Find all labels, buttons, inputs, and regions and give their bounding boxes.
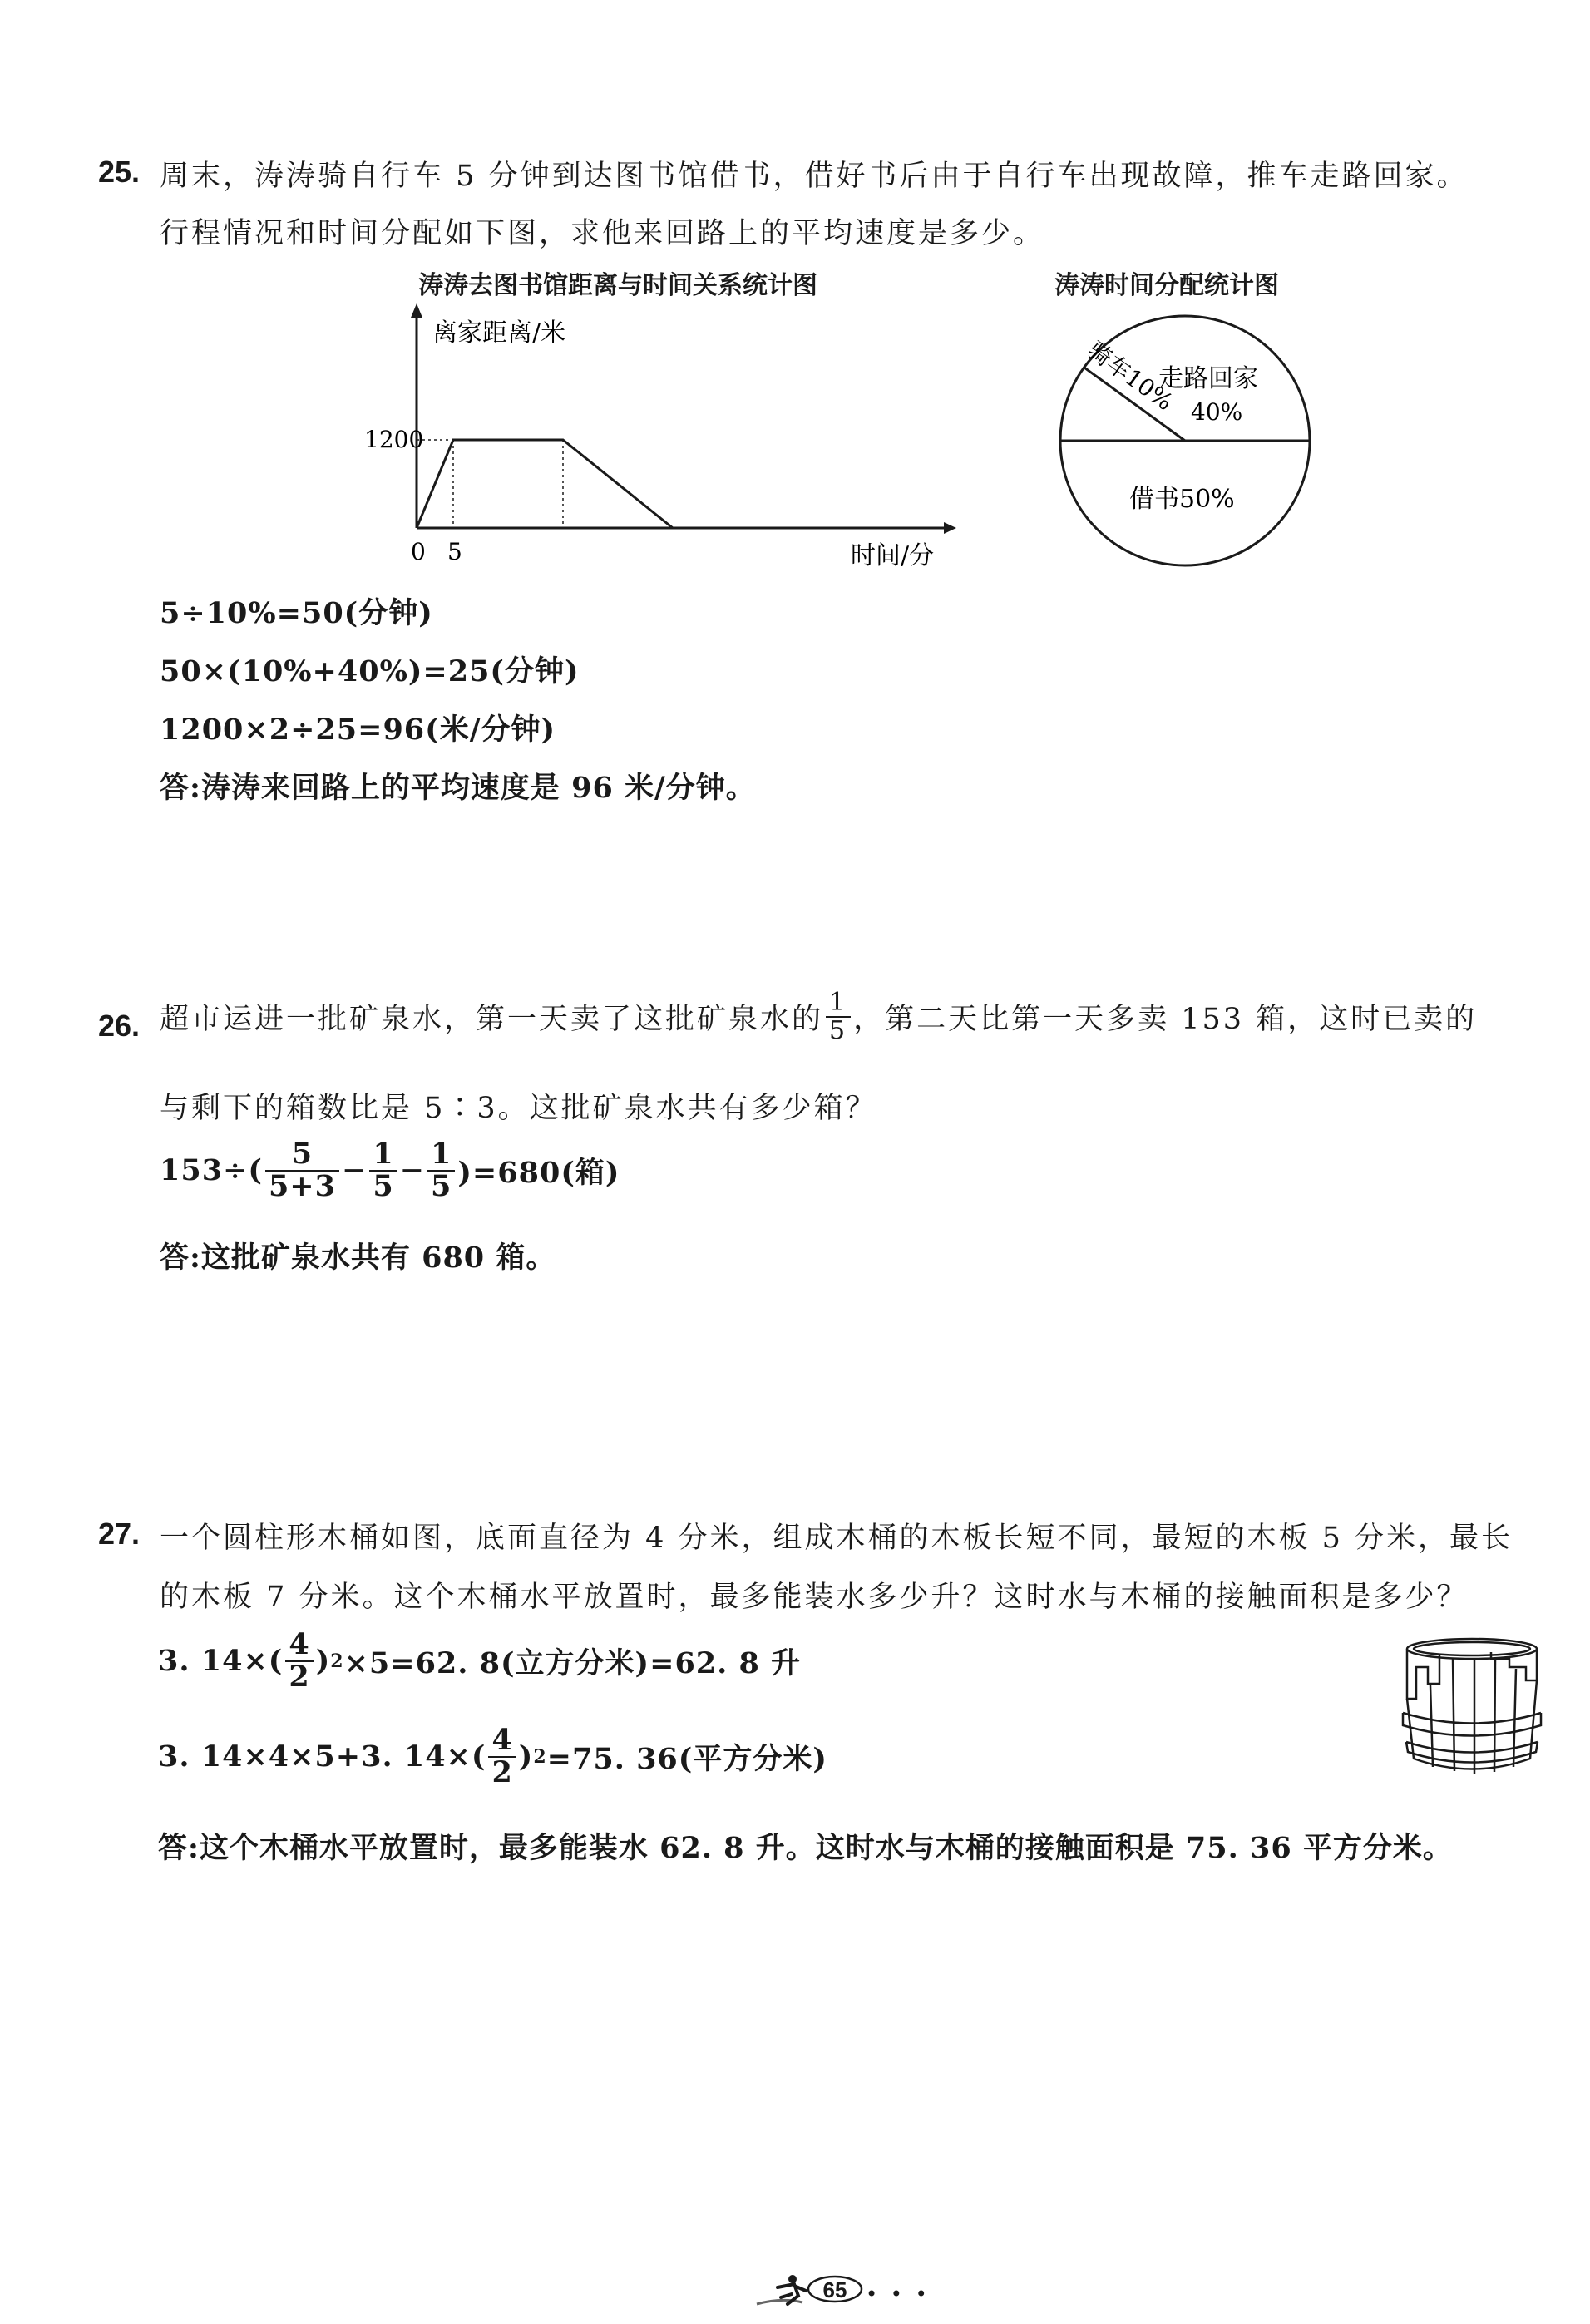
- q25-answer-line2: 50×(10%+40%)=25(分钟): [160, 654, 580, 688]
- q27-calc1-sup: 2: [330, 1650, 344, 1672]
- q27-calc1-frac-den: 2: [289, 1659, 310, 1694]
- q26-calc-frac1-num: 5: [265, 1139, 339, 1172]
- q27-calc1-frac-num: 4: [285, 1630, 313, 1662]
- y-tick-1200: 1200: [364, 426, 424, 453]
- q27-calc2-post: =75. 36(平方分米): [546, 1741, 827, 1776]
- q27-text-line1: 一个圆柱形木桶如图，底面直径为 4 分米，组成木桶的木板长短不同，最短的木板 5 分米，最长: [160, 1522, 1513, 1555]
- pie-chart: [1044, 312, 1326, 578]
- line-chart: [333, 299, 965, 582]
- q26-fraction: [826, 989, 851, 1044]
- q26-text-b: ，第二天比第一天多卖 153 箱，这时已卖的: [853, 1002, 1478, 1036]
- q27-calc2-frac-num: 4: [488, 1725, 516, 1758]
- q26-frac-denominator: 5: [829, 1015, 848, 1045]
- footer-runner-logo: [753, 2272, 869, 2310]
- q27-answer-calc2: 3. 14×4×5+3. 14×( $\frac{4}{2}$ ) 2 =75. 36(平方分米): [158, 1723, 827, 1789]
- q26-calc-frac3-den: 5: [431, 1168, 452, 1203]
- q27-calc2-pre: 3. 14×4×5+3. 14×(: [158, 1739, 486, 1774]
- q26-answer-conclusion: 答:这批矿泉水共有 680 箱。: [160, 1241, 556, 1275]
- distance-series-line: [417, 440, 673, 528]
- x-tick-5: 5: [447, 538, 462, 565]
- page-number: 65: [822, 2277, 847, 2302]
- q25-text-line1: 周末，涛涛骑自行车 5 分钟到达图书馆借书，借好书后由于自行车出现故障，推车走路回家。: [160, 160, 1469, 193]
- q26-text-a: 超市运进一批矿泉水，第一天卖了这批矿泉水的: [160, 1002, 824, 1036]
- q27-text-line2: 的木板 7 分米。这个木桶水平放置时，最多能装水多少升？这时水与木桶的接触面积是多少？: [160, 1581, 1469, 1614]
- q26-calc-frac1-den: 5+3: [268, 1168, 336, 1203]
- q27-calc2-sup: 2: [533, 1745, 547, 1768]
- q25-answer-conclusion: 答:涛涛来回路上的平均速度是 96 米/分钟。: [160, 771, 756, 805]
- x-axis-label: 时间/分: [851, 541, 935, 570]
- footer-dots: • • •: [866, 2282, 931, 2306]
- q26-calc-frac3-num: 1: [427, 1139, 455, 1172]
- x-axis-arrow: [944, 522, 956, 534]
- pie-label-cycling: 骑车10%: [1082, 336, 1178, 417]
- q27-calc1-pre: 3. 14×(: [158, 1644, 284, 1679]
- q27-calc1-post: ×5=62. 8(立方分米)=62. 8 升: [343, 1646, 802, 1680]
- q26-calc-op2: −: [399, 1153, 426, 1188]
- q26-calc-frac1: [265, 1139, 339, 1202]
- q26-calc-a: 153÷(: [160, 1153, 263, 1188]
- q25-text-line2: 行程情况和时间分配如下图，求他来回路上的平均速度是多少。: [160, 217, 1045, 250]
- q26-calc-b: )=680(箱): [457, 1155, 620, 1190]
- q27-number: 27.: [98, 1517, 141, 1551]
- pie-label-borrowing: 借书50%: [1129, 485, 1235, 514]
- pie-chart-title: 涛涛时间分配统计图: [1054, 271, 1279, 300]
- q25-number: 25.: [98, 155, 141, 189]
- q25-answer-line3: 1200×2÷25=96(米/分钟): [160, 713, 556, 747]
- q27-answer-calc1: 3. 14×( $\frac{4}{2}$ ) 2 ×5=62. 8(立方分米)=62. 8 升: [158, 1627, 802, 1694]
- pie-label-walking-pct: 40%: [1191, 398, 1243, 426]
- q26-calc-op1: −: [342, 1153, 368, 1188]
- y-axis-label: 离家距离/米: [432, 318, 566, 348]
- q26-calc-frac2-den: 5: [373, 1168, 394, 1203]
- q26-answer-calc: [160, 1139, 620, 1202]
- q27-calc2-frac: [488, 1725, 516, 1789]
- q26-calc-frac2-num: 1: [369, 1139, 397, 1172]
- q26-text-line1: [160, 989, 1477, 1044]
- q26-frac-numerator: 1: [826, 989, 851, 1018]
- pie-label-walking: 走路回家: [1158, 364, 1258, 393]
- q27-calc2-frac-den: 2: [491, 1754, 513, 1789]
- q27-answer-conclusion: 答:这个木桶水平放置时，最多能装水 62. 8 升。这时水与木桶的接触面积是 75. 36 平方分米。: [158, 1831, 1453, 1865]
- q26-calc-frac3: [427, 1139, 455, 1202]
- q26-number: 26.: [98, 1009, 141, 1043]
- q27-calc1-frac: [285, 1627, 313, 1694]
- wooden-barrel-figure: [1385, 1634, 1568, 1779]
- q25-answer-line1: 5÷10%=50(分钟): [160, 596, 433, 630]
- y-axis-arrow: [411, 303, 422, 318]
- q26-text-line2: 与剩下的箱数比是 5∶3。这批矿泉水共有多少箱？: [160, 1092, 877, 1125]
- line-chart-title: 涛涛去图书馆距离与时间关系统计图: [418, 271, 817, 300]
- x-tick-0: 0: [411, 538, 426, 565]
- q26-calc-frac2: [369, 1139, 397, 1202]
